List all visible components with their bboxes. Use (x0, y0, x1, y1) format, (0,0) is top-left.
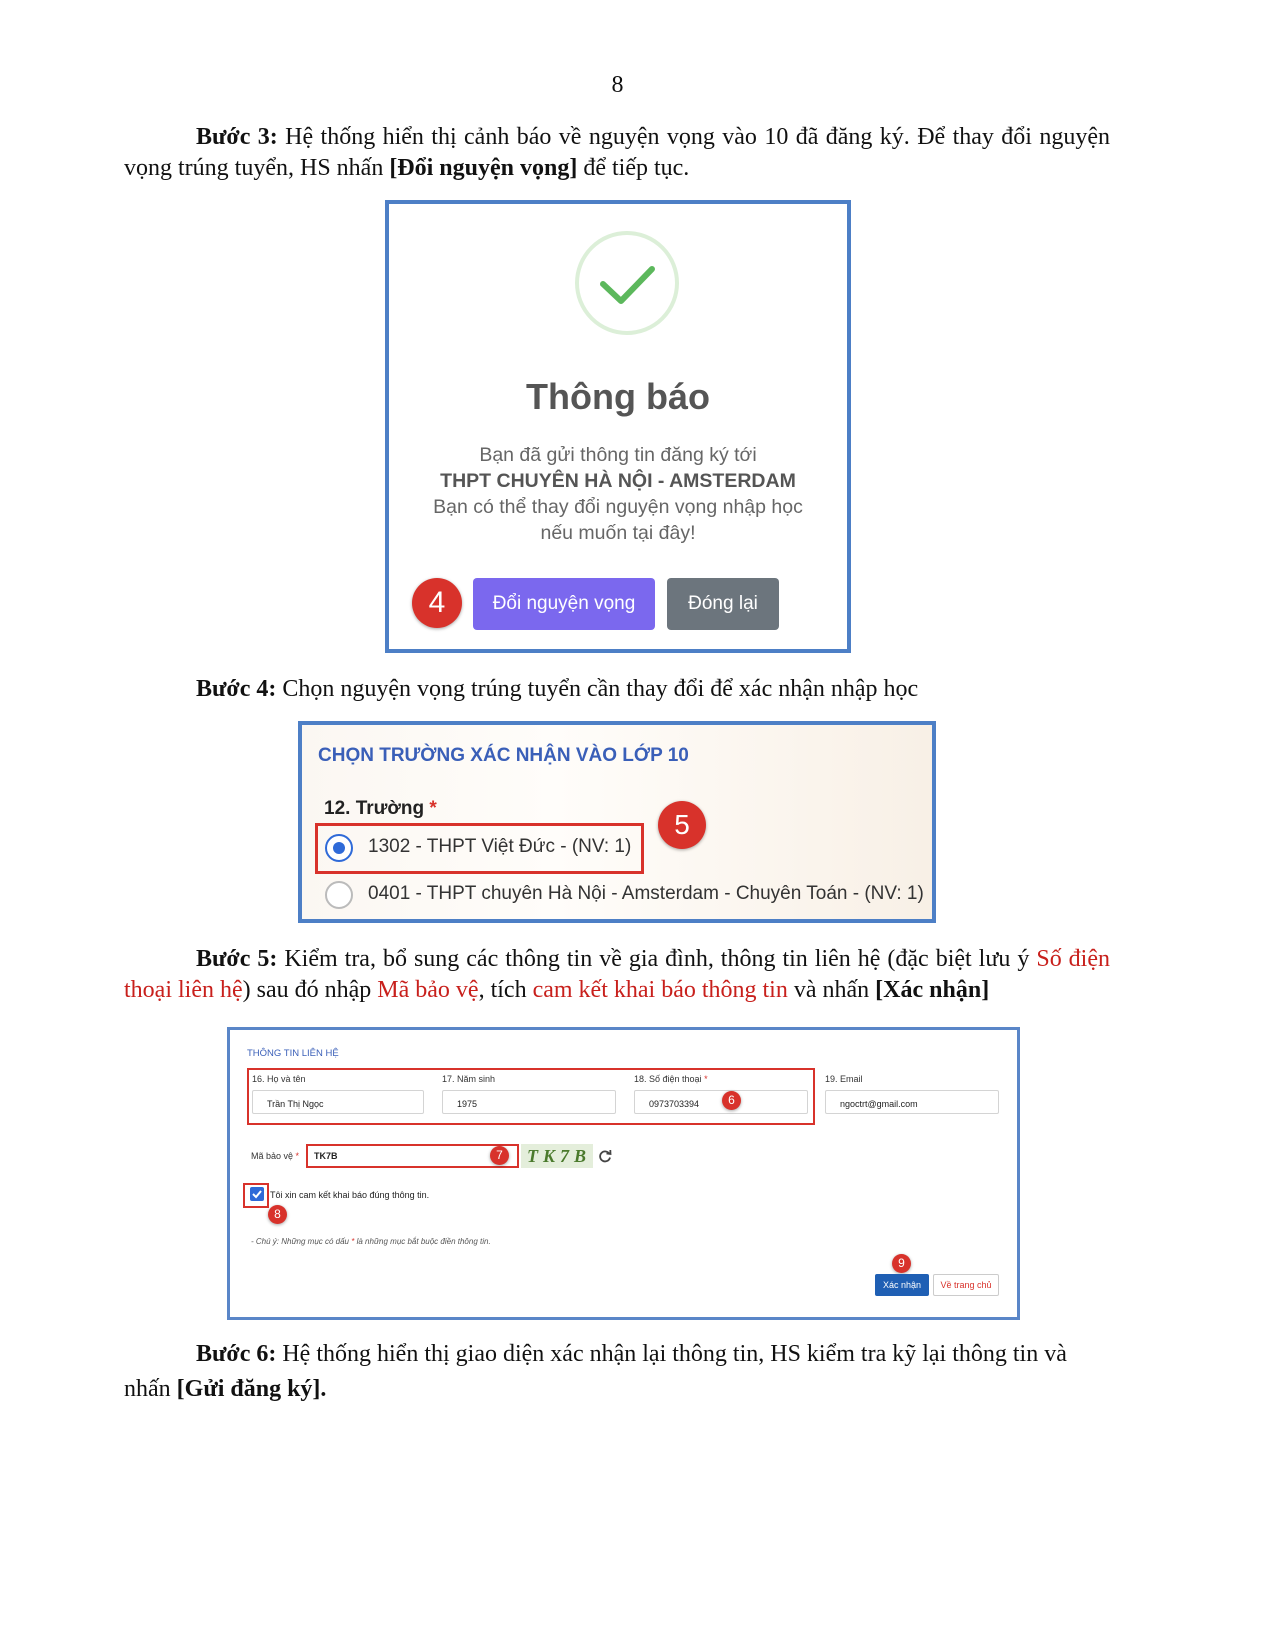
step3-text2: để tiếp tục. (577, 155, 690, 181)
dialog-line1: Bạn đã gửi thông tin đăng ký tới (479, 444, 757, 466)
step3-text1: Hệ thống hiển thị cảnh báo về nguyện vọng vào 10 đã đăng ký. Để thay đổi nguyện vọng trúng tuyển, HS nhấn (124, 124, 1111, 181)
phone-input[interactable]: 0973703394 (634, 1090, 808, 1114)
refresh-icon[interactable] (597, 1148, 613, 1164)
note-tail: là những mục bắt buộc điền thông tin. (356, 1237, 491, 1246)
step5-highlight-commit: cam kết khai báo thông tin (532, 977, 788, 1003)
contact-section-title: THÔNG TIN LIÊN HỆ (247, 1048, 339, 1059)
step-marker-8: 8 (268, 1205, 287, 1224)
school-option-1[interactable]: 1302 - THPT Việt Đức - (NV: 1) (368, 836, 632, 857)
step-marker-5: 5 (658, 801, 706, 849)
confirm-button[interactable]: Xác nhận (875, 1274, 929, 1296)
step-marker-7: 7 (490, 1146, 509, 1165)
page-number: 8 (611, 72, 624, 98)
close-button[interactable]: Đóng lại (667, 578, 779, 630)
step-marker-4: 4 (412, 578, 462, 628)
note-star: * (351, 1237, 355, 1246)
commit-label: Tôi xin cam kết khai báo đúng thông tin. (270, 1190, 430, 1200)
step5-label: Bước 5: (196, 946, 278, 972)
step5-text2: ) sau đó nhập (242, 977, 378, 1003)
step4-text: Chọn nguyện vọng trúng tuyển cần thay đổi để xác nhận nhập học (276, 676, 919, 702)
step4-paragraph (124, 674, 1110, 705)
phone-label (634, 1074, 708, 1084)
phone-required-mark: * (704, 1074, 708, 1084)
school-field-text: 12. Trường (324, 798, 425, 819)
school-field-label (324, 798, 437, 820)
required-note (251, 1237, 491, 1246)
email-input[interactable]: ngoctrt@gmail.com (825, 1090, 999, 1114)
step3-action: [Đổi nguyện vọng] (389, 155, 578, 181)
success-check-icon (574, 230, 680, 336)
choose-school-header: CHỌN TRƯỜNG XÁC NHẬN VÀO LỚP 10 (318, 745, 689, 766)
commit-checkbox[interactable] (250, 1187, 264, 1201)
step3-label: Bước 3: (196, 124, 278, 150)
email-label: 19. Email (825, 1074, 863, 1084)
school-option-2[interactable]: 0401 - THPT chuyên Hà Nội - Amsterdam - Chuyên Toán - (NV: 1) (368, 883, 924, 904)
step-marker-6: 6 (722, 1091, 741, 1110)
choose-school-panel (298, 721, 936, 923)
dialog-line3: Bạn có thể thay đổi nguyện vọng nhập học (433, 496, 803, 518)
captcha-image: TK7B (521, 1144, 593, 1168)
captcha-required-mark: * (295, 1151, 300, 1161)
note-text: - Chú ý: Những mục có dấu (251, 1237, 350, 1246)
step6-text: Hệ thống hiển thị giao diện xác nhận lại thông tin, HS kiểm tra kỹ lại thông tin và nhấn (124, 1341, 1067, 1402)
dialog-message (389, 442, 847, 546)
radio-selected-icon[interactable] (324, 833, 354, 863)
dialog-school: THPT CHUYÊN HÀ NỘI - AMSTERDAM (440, 470, 796, 492)
required-mark: * (429, 798, 437, 819)
captcha-label (251, 1151, 299, 1161)
fullname-input[interactable]: Trần Thị Ngọc (252, 1090, 424, 1114)
captcha-label-text: Mã bảo vệ (251, 1151, 294, 1161)
home-button[interactable]: Về trang chủ (933, 1274, 999, 1296)
contact-form-panel (227, 1027, 1020, 1320)
dialog-title: Thông báo (526, 376, 710, 417)
step5-text3: , tích (478, 977, 533, 1003)
step5-text1: Kiểm tra, bổ sung các thông tin về gia đình, thông tin liên hệ (đặc biệt lưu ý (277, 946, 1037, 972)
step5-text4: và nhấn (787, 977, 876, 1003)
birthyear-input[interactable]: 1975 (442, 1090, 616, 1114)
step5-paragraph (124, 944, 1110, 1006)
step5-highlight-phone: Số điện thoại liên hệ (124, 946, 1111, 1003)
dialog-line4: nếu muốn tại đây! (540, 522, 696, 544)
step6-paragraph (124, 1337, 1110, 1407)
birthyear-label: 17. Năm sinh (442, 1074, 496, 1084)
change-wish-button[interactable]: Đổi nguyện vọng (473, 578, 655, 630)
step5-highlight-captcha: Mã bảo vệ (377, 977, 479, 1003)
step-marker-9: 9 (892, 1254, 911, 1273)
step4-label: Bước 4: (196, 676, 277, 702)
radio-unselected-icon[interactable] (324, 880, 354, 910)
fullname-label: 16. Họ và tên (252, 1074, 306, 1084)
step6-label: Bước 6: (196, 1341, 277, 1367)
captcha-input[interactable]: TK7B (310, 1147, 514, 1165)
step3-paragraph (124, 122, 1110, 184)
notification-dialog (385, 200, 851, 653)
phone-label-text: 18. Số điện thoại (634, 1074, 702, 1084)
step5-action: [Xác nhận] (875, 977, 990, 1003)
step6-action: [Gửi đăng ký]. (176, 1376, 327, 1402)
